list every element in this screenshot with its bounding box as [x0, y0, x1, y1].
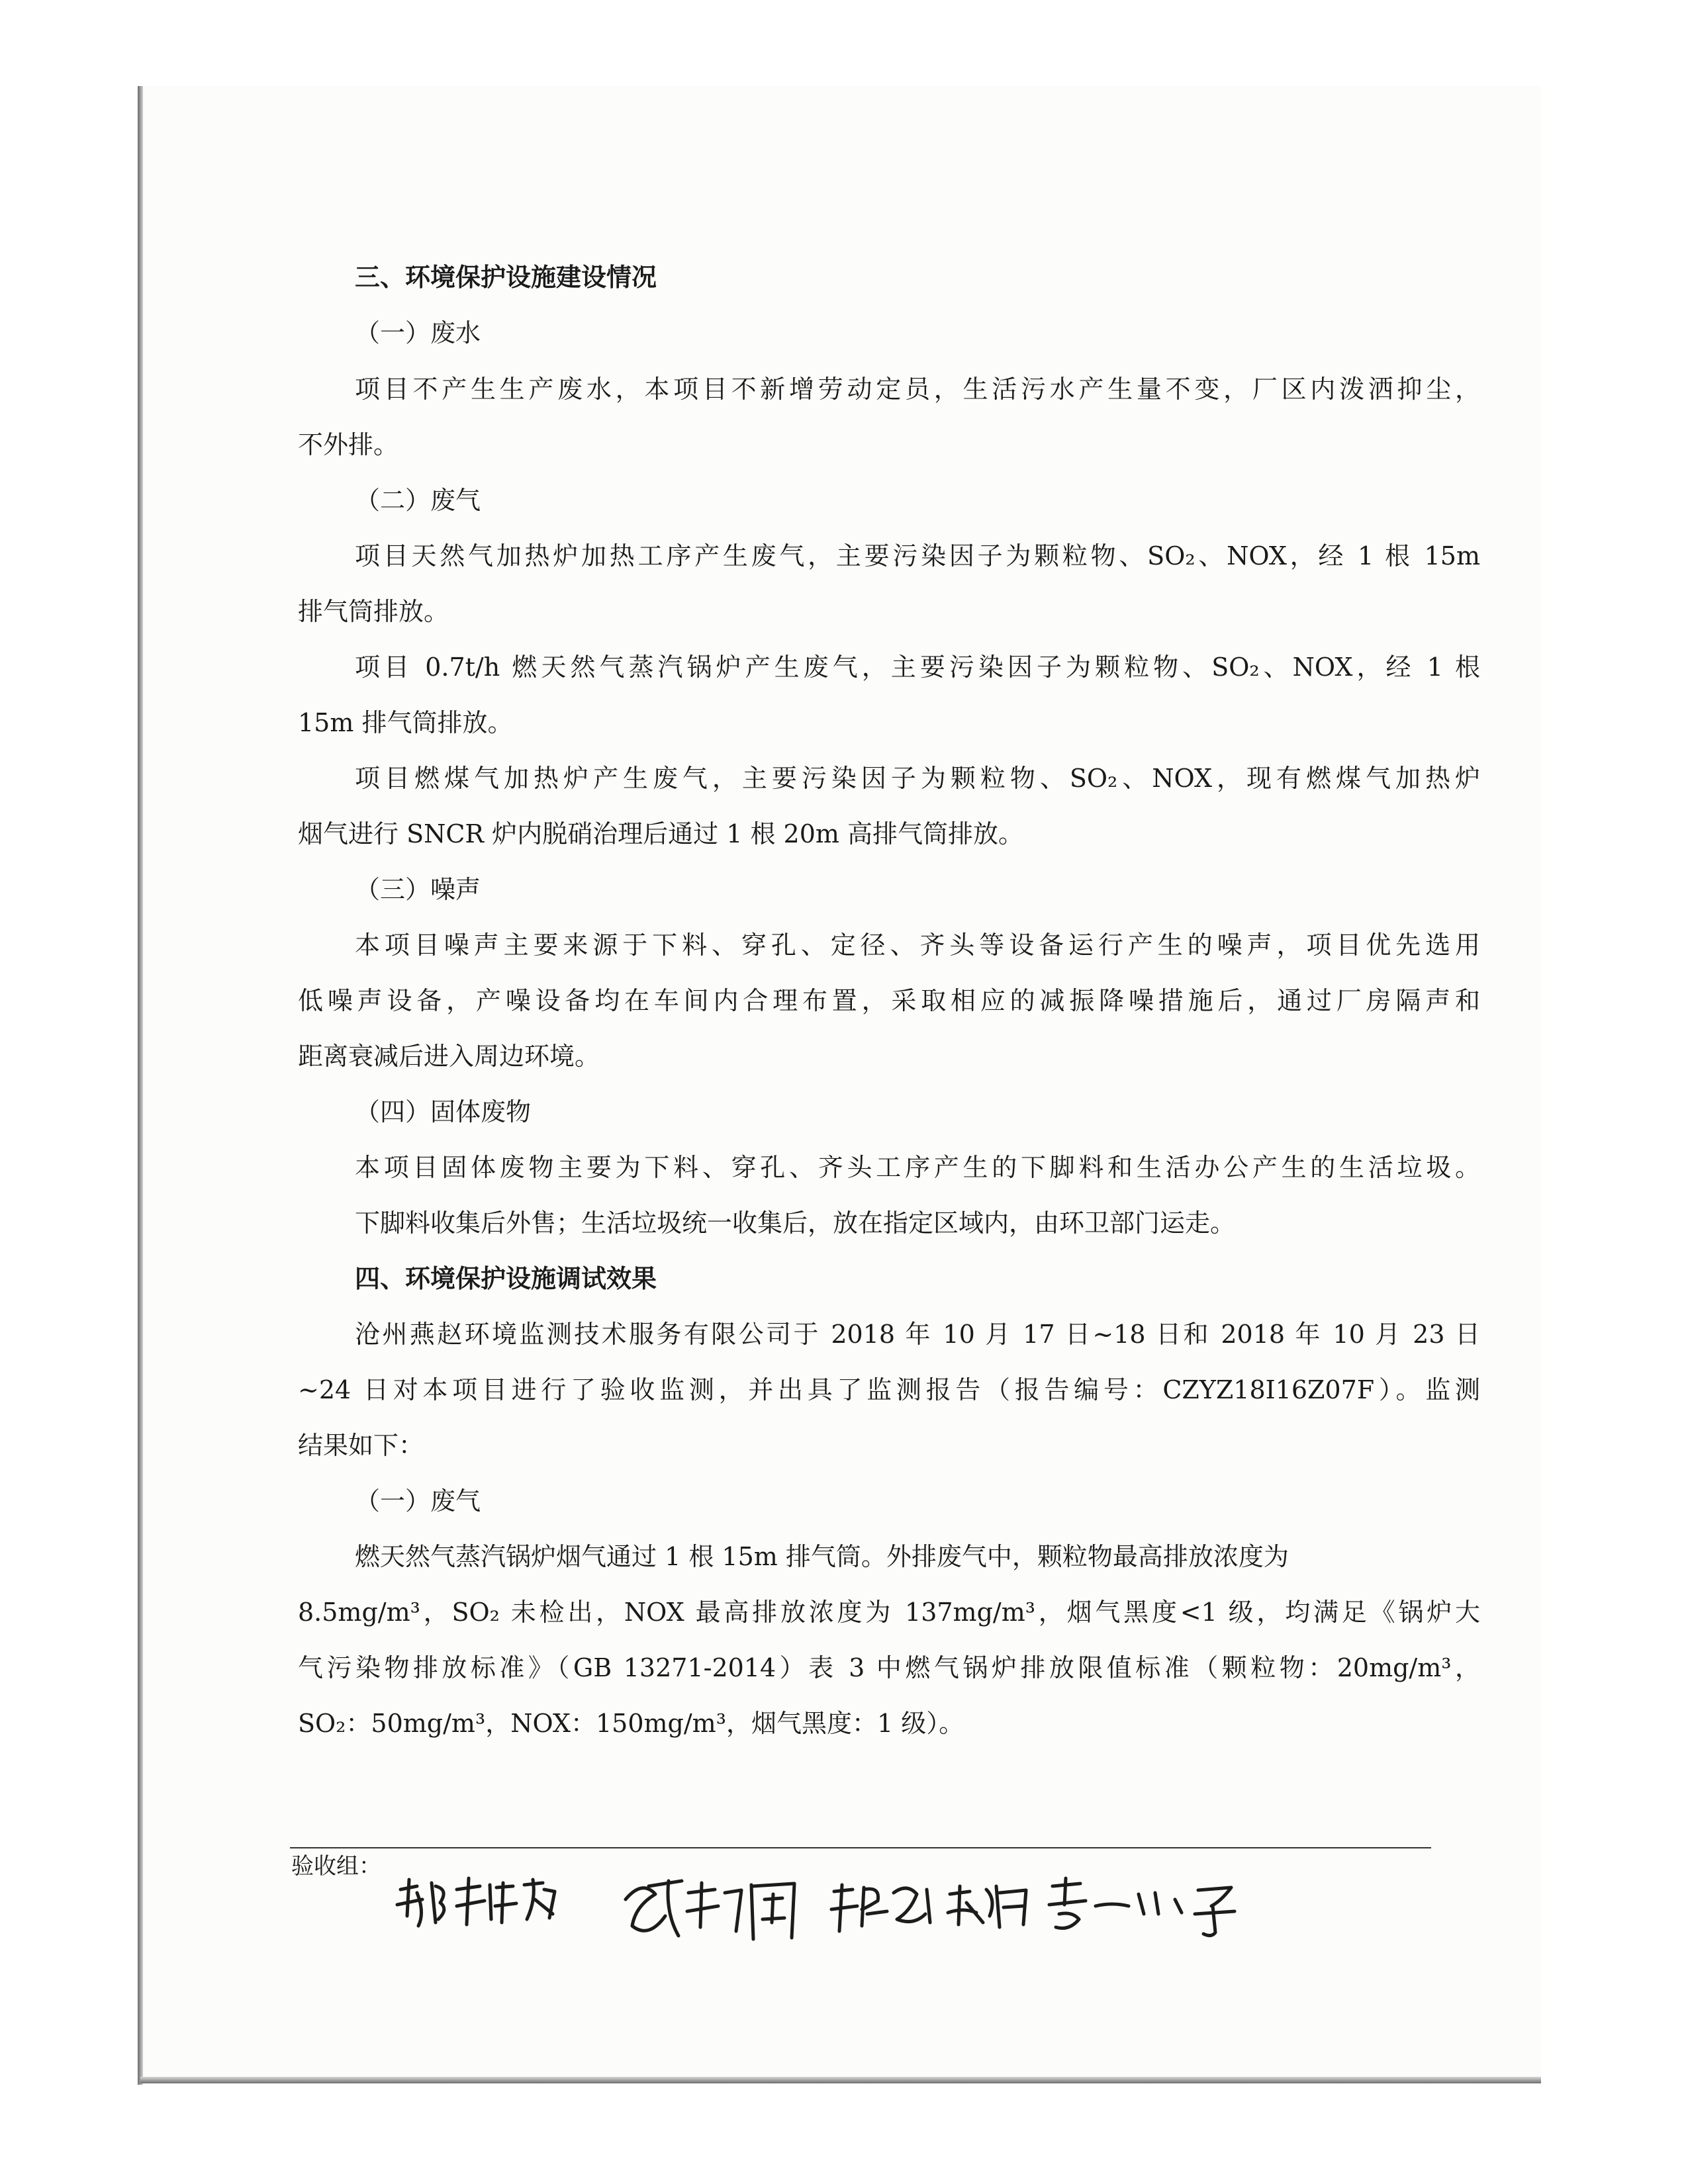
paragraph-line: SO₂：50mg/m³，NOX：150mg/m³，烟气黑度：1 级）。 [298, 1709, 964, 1738]
paragraph-line: 烟气进行 SNCR 炉内脱硝治理后通过 1 根 20m 高排气筒排放。 [298, 819, 1024, 848]
paragraph-line: 气污染物排放标准》（GB 13271-2014）表 3 中燃气锅炉排放限值标准（颗粒物：20mg/m³， [298, 1653, 1480, 1682]
subsection-wastewater-heading: （一）废水 [355, 318, 481, 347]
signature-3 [831, 1885, 930, 1931]
subsection-solid-waste-heading: （四）固体废物 [355, 1097, 532, 1126]
section-4-heading: 四、环境保护设施调试效果 [355, 1263, 657, 1293]
paragraph-line: 距离衰减后进入周边环境。 [298, 1042, 600, 1071]
signature-5 [1049, 1878, 1235, 1936]
paragraph-line: 项目燃煤气加热炉产生废气，主要污染因子为颗粒物、SO₂、NOX，现有燃煤气加热炉 [355, 764, 1480, 793]
paragraph-line: 项目天然气加热炉加热工序产生废气，主要污染因子为颗粒物、SO₂、NOX，经 1 根 15m [355, 541, 1480, 570]
handwritten-signatures [371, 1853, 1364, 1959]
subsection-exhaust-heading: （二）废气 [355, 486, 481, 515]
signature-1 [397, 1878, 555, 1926]
subsection-noise-heading: （三）噪声 [355, 875, 481, 904]
paragraph-line: 本项目固体废物主要为下料、穿孔、齐头工序产生的下脚料和生活办公产生的生活垃圾。 [355, 1153, 1480, 1182]
paragraph-line: 排气筒排放。 [298, 597, 449, 626]
scan-edge-bottom [140, 2077, 1541, 2083]
paragraph-line: 本项目噪声主要来源于下料、穿孔、定径、齐头等设备运行产生的噪声，项目优先选用 [355, 931, 1480, 960]
acceptance-group-label: 验收组： [291, 1853, 381, 1880]
paragraph-line: 项目 0.7t/h 燃天然气蒸汽锅炉产生废气，主要污染因子为颗粒物、SO₂、NOX，经 1 根 [355, 653, 1480, 682]
section-3-heading: 三、环境保护设施建设情况 [355, 262, 657, 292]
paragraph-line: 8.5mg/m³，SO₂ 未检出，NOX 最高排放浓度为 137mg/m³，烟气黑度<1 级，均满足《锅炉大 [298, 1598, 1480, 1627]
paragraph-line: 15m 排气筒排放。 [298, 708, 513, 737]
paragraph-line: 结果如下： [298, 1431, 424, 1460]
signature-4 [948, 1886, 1026, 1927]
paragraph-line: 下脚料收集后外售；生活垃圾统一收集后，放在指定区域内，由环卫部门运走。 [355, 1208, 1236, 1238]
scan-edge-left [138, 86, 143, 2085]
paragraph-line: 低噪声设备，产噪设备均在车间内合理布置，采取相应的减振降噪措施后，通过厂房隔声和 [298, 986, 1480, 1015]
paragraph-line: 项目不产生生产废水，本项目不新增劳动定员，生活污水产生量不变，厂区内泼洒抑尘， [355, 375, 1480, 404]
paragraph-line: 不外排。 [298, 430, 399, 459]
paragraph-line: 燃天然气蒸汽锅炉烟气通过 1 根 15m 排气筒。外排废气中，颗粒物最高排放浓度为 [355, 1542, 1289, 1571]
signature-2 [626, 1881, 794, 1939]
signature-divider [290, 1847, 1431, 1848]
subsection-exhaust-results-heading: （一）废气 [355, 1486, 481, 1516]
paragraph-line: 沧州燕赵环境监测技术服务有限公司于 2018 年 10 月 17 日~18 日和 2018 年 10 月 23 日 [355, 1320, 1480, 1349]
paragraph-line: ~24 日对本项目进行了验收监测，并出具了监测报告（报告编号：CZYZ18I16Z07F）。监测 [298, 1375, 1480, 1404]
